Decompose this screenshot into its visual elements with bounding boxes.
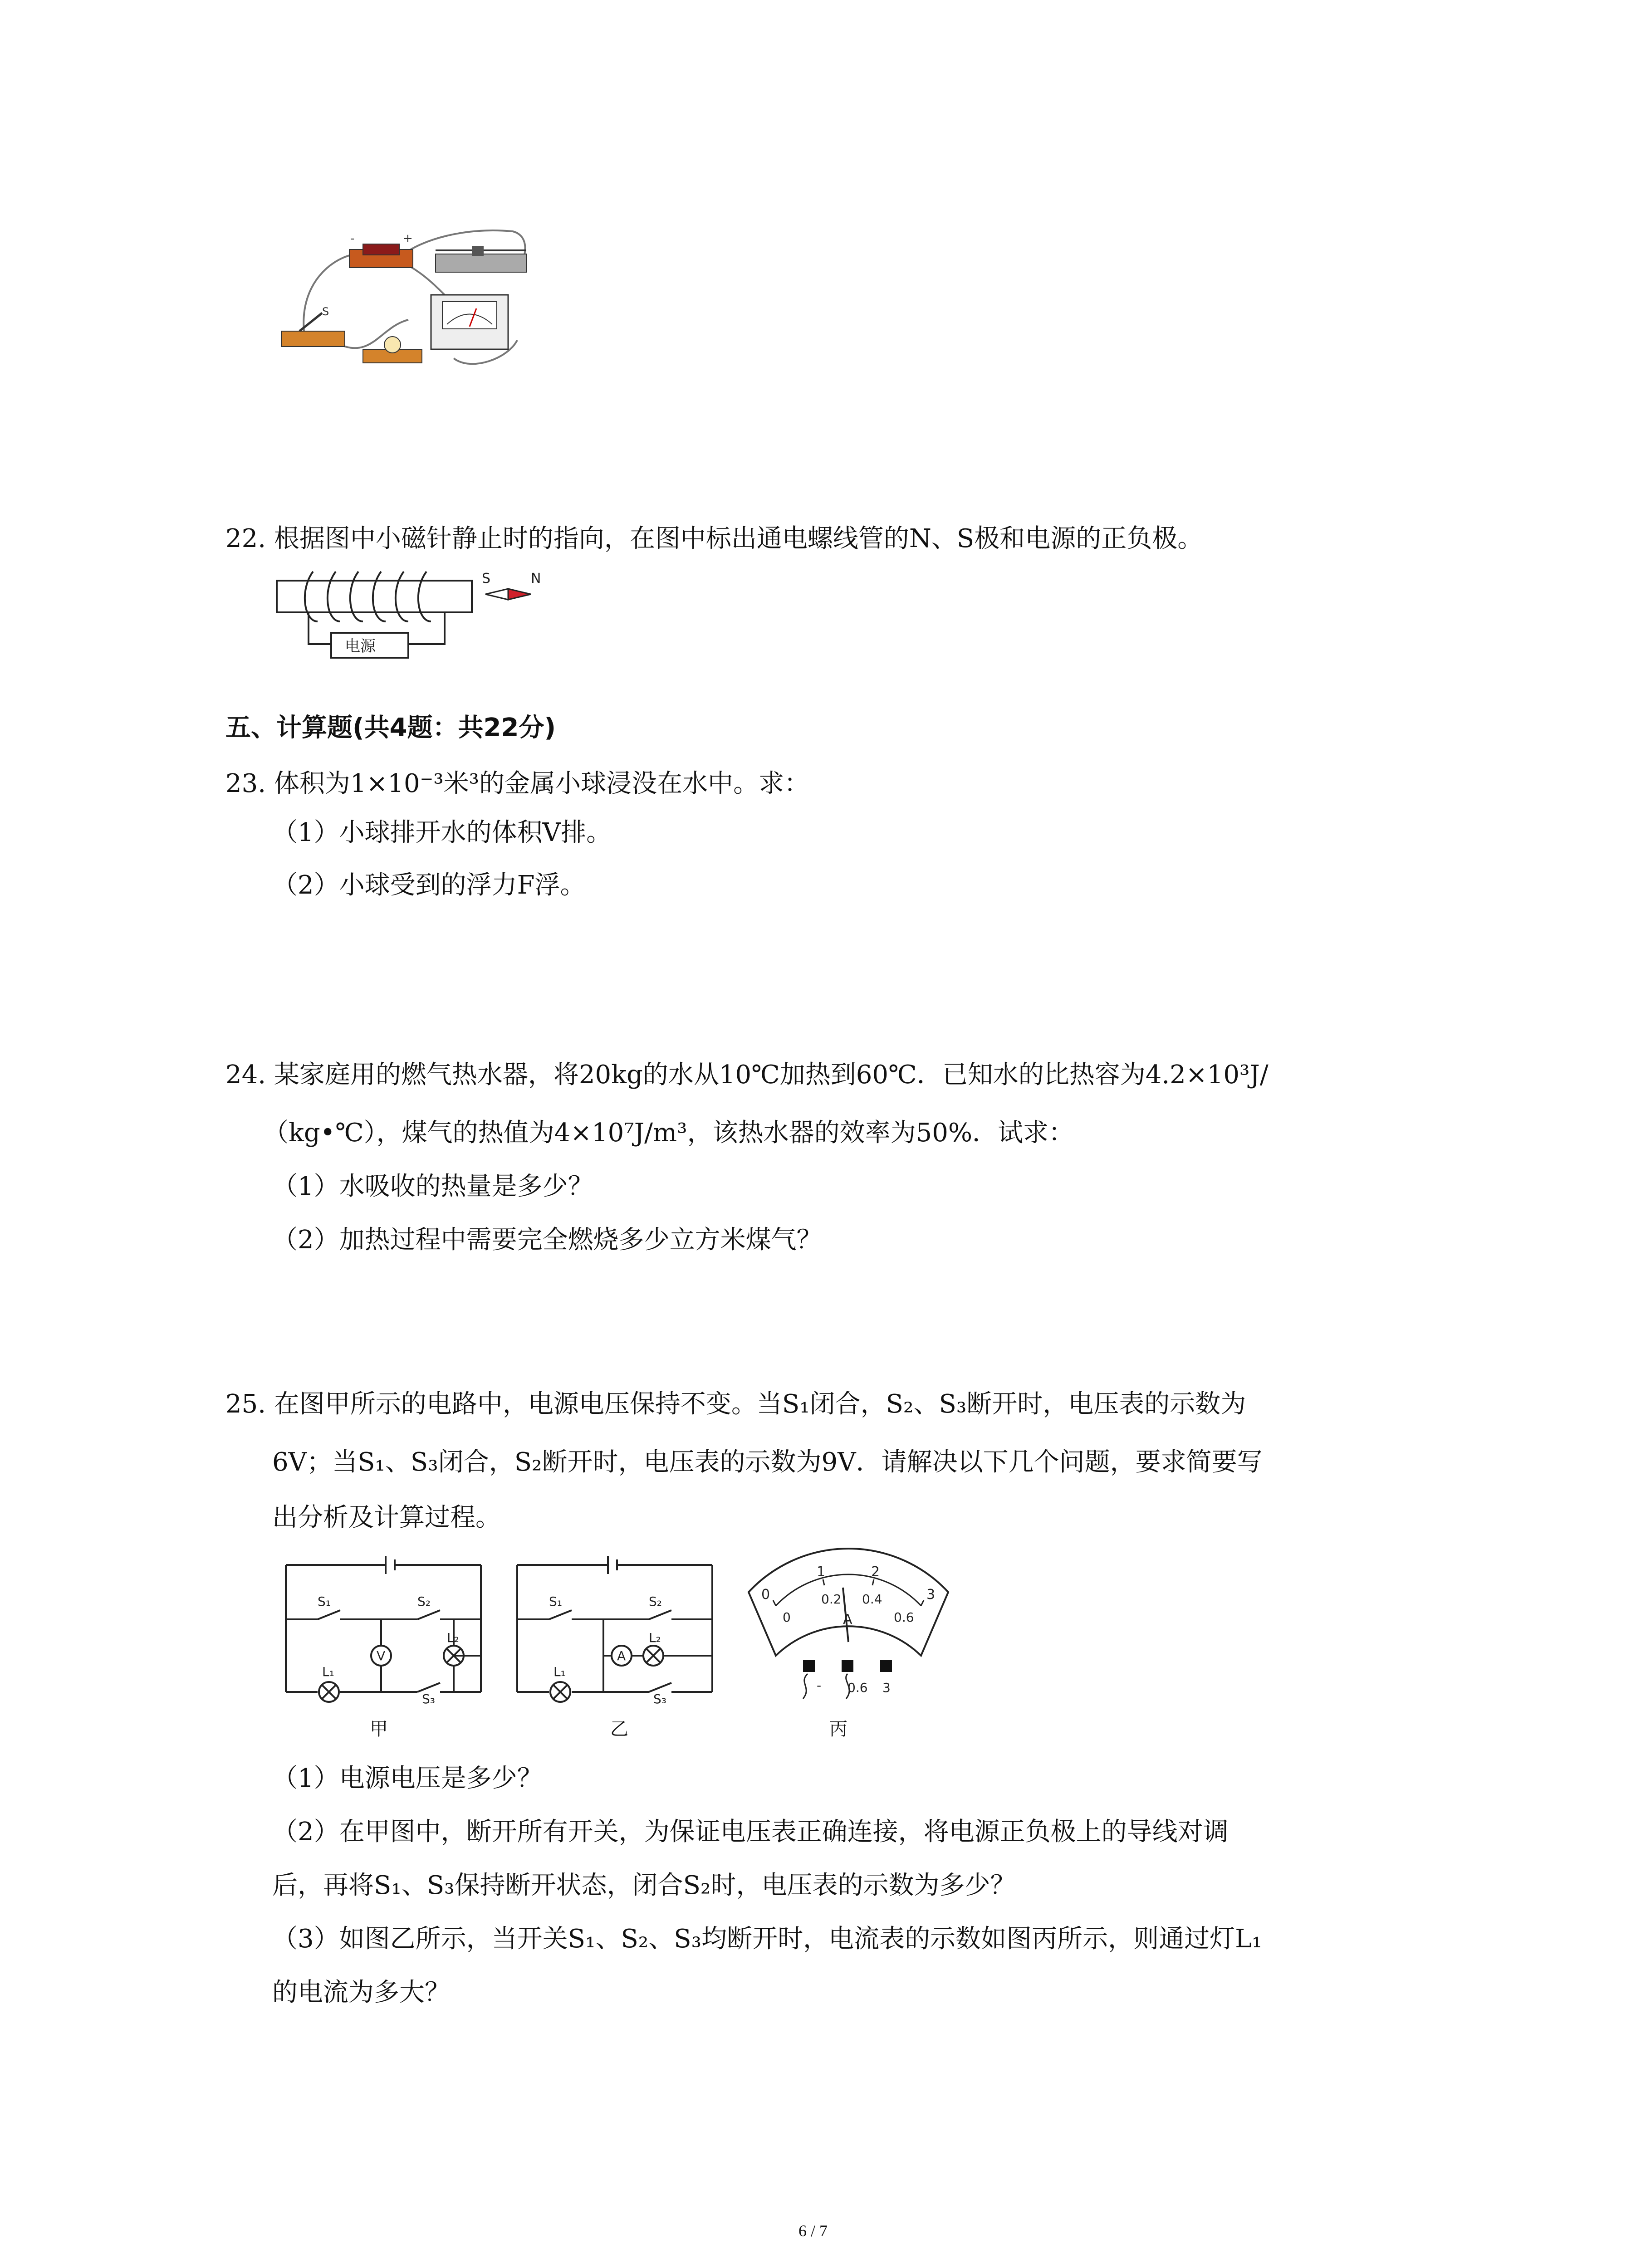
dial-upper-3: 3 (926, 1587, 936, 1603)
dial-lower-0: 0 (783, 1610, 791, 1625)
s3-label: S₃ (653, 1691, 666, 1706)
dial-upper-0: 0 (761, 1587, 770, 1603)
terminal-neg: - (817, 1678, 822, 1693)
dial-upper-1: 1 (817, 1564, 826, 1580)
switch-label: S (322, 305, 329, 318)
apparatus-figure (272, 222, 544, 395)
dial-lower-3: 0.6 (894, 1610, 914, 1625)
ammeter-dial (740, 1542, 957, 1710)
q25-part1: （1）电源电压是多少？ (272, 1764, 543, 1793)
s1-label: S₁ (318, 1594, 331, 1609)
s2-label: S₂ (649, 1594, 662, 1609)
q25-line3: 出分析及计算过程。 (272, 1503, 501, 1532)
l1-label: L₁ (554, 1664, 566, 1679)
q25-part3a: （3）如图乙所示，当开关S₁、S₂、S₃均断开时，电流表的示数如图丙所示，则通过灯L₁ (272, 1924, 1262, 1954)
q24-part2: （2）加热过程中需要完全燃烧多少立方米煤气？ (272, 1225, 822, 1255)
compass-s-label: S (482, 571, 491, 587)
q25-line1: 25. 在图甲所示的电路中，电源电压保持不变。当S₁闭合，S₂、S₃断开时，电压表的示数为 (225, 1389, 1246, 1419)
terminal-3: 3 (882, 1680, 891, 1695)
q25-part3b: 的电流为多大？ (272, 1978, 450, 2007)
compass-n-label: N (531, 571, 541, 587)
terminal-06: 0.6 (847, 1680, 868, 1695)
section-title: 五、计算题(共4题：共22分) (225, 713, 556, 743)
q24-line2: （kg•℃），煤气的热值为4×10⁷J/m³，该热水器的效率为50%．试求： (263, 1118, 1074, 1148)
s1-label: S₁ (549, 1594, 562, 1609)
q24-part1: （1）水吸收的热量是多少？ (272, 1172, 593, 1201)
ammeter-label: A (617, 1648, 626, 1663)
circuit-jia (281, 1556, 490, 1706)
l2-label: L₂ (649, 1630, 661, 1645)
s3-label: S₃ (422, 1691, 435, 1706)
dial-unit: A (843, 1612, 852, 1628)
q23-stem: 23. 体积为1×10⁻³米³的金属小球浸没在水中。求： (225, 769, 810, 798)
s2-label: S₂ (417, 1594, 431, 1609)
battery-plus-label: + (403, 232, 413, 245)
dial-upper-2: 2 (871, 1564, 880, 1580)
solenoid-figure (272, 562, 554, 680)
q24-line1: 24. 某家庭用的燃气热水器，将20kg的水从10℃加热到60℃．已知水的比热容为4.2×10³J/ (225, 1060, 1269, 1090)
power-source-label: 电源 (345, 637, 376, 655)
circuit-yi (513, 1556, 721, 1706)
q23-part1: （1）小球排开水的体积V排。 (272, 818, 612, 847)
l2-label: L₂ (447, 1630, 459, 1645)
dial-lower-2: 0.4 (862, 1592, 882, 1607)
fig-label-jia: 甲 (370, 1719, 388, 1740)
page-number: 6 / 7 (798, 2222, 828, 2240)
q25-part2b: 后，再将S₁、S₃保持断开状态，闭合S₂时，电压表的示数为多少？ (272, 1871, 1016, 1900)
q22-text: 22. 根据图中小磁针静止时的指向，在图中标出通电螺线管的N、S极和电源的正负极。 (225, 524, 1203, 553)
battery-minus-label: - (350, 232, 355, 245)
q25-part2a: （2）在甲图中，断开所有开关，为保证电压表正确连接，将电源正负极上的导线对调 (272, 1817, 1229, 1847)
fig-label-yi: 乙 (610, 1719, 628, 1740)
voltmeter-label: V (377, 1648, 386, 1663)
q23-part2: （2）小球受到的浮力F浮。 (272, 870, 586, 900)
q25-line2: 6V；当S₁、S₃闭合，S₂断开时，电压表的示数为9V．请解决以下几个问题，要求简要写 (272, 1447, 1263, 1477)
l1-label: L₁ (322, 1664, 334, 1679)
dial-lower-1: 0.2 (821, 1592, 842, 1607)
fig-label-bing: 丙 (829, 1719, 847, 1740)
